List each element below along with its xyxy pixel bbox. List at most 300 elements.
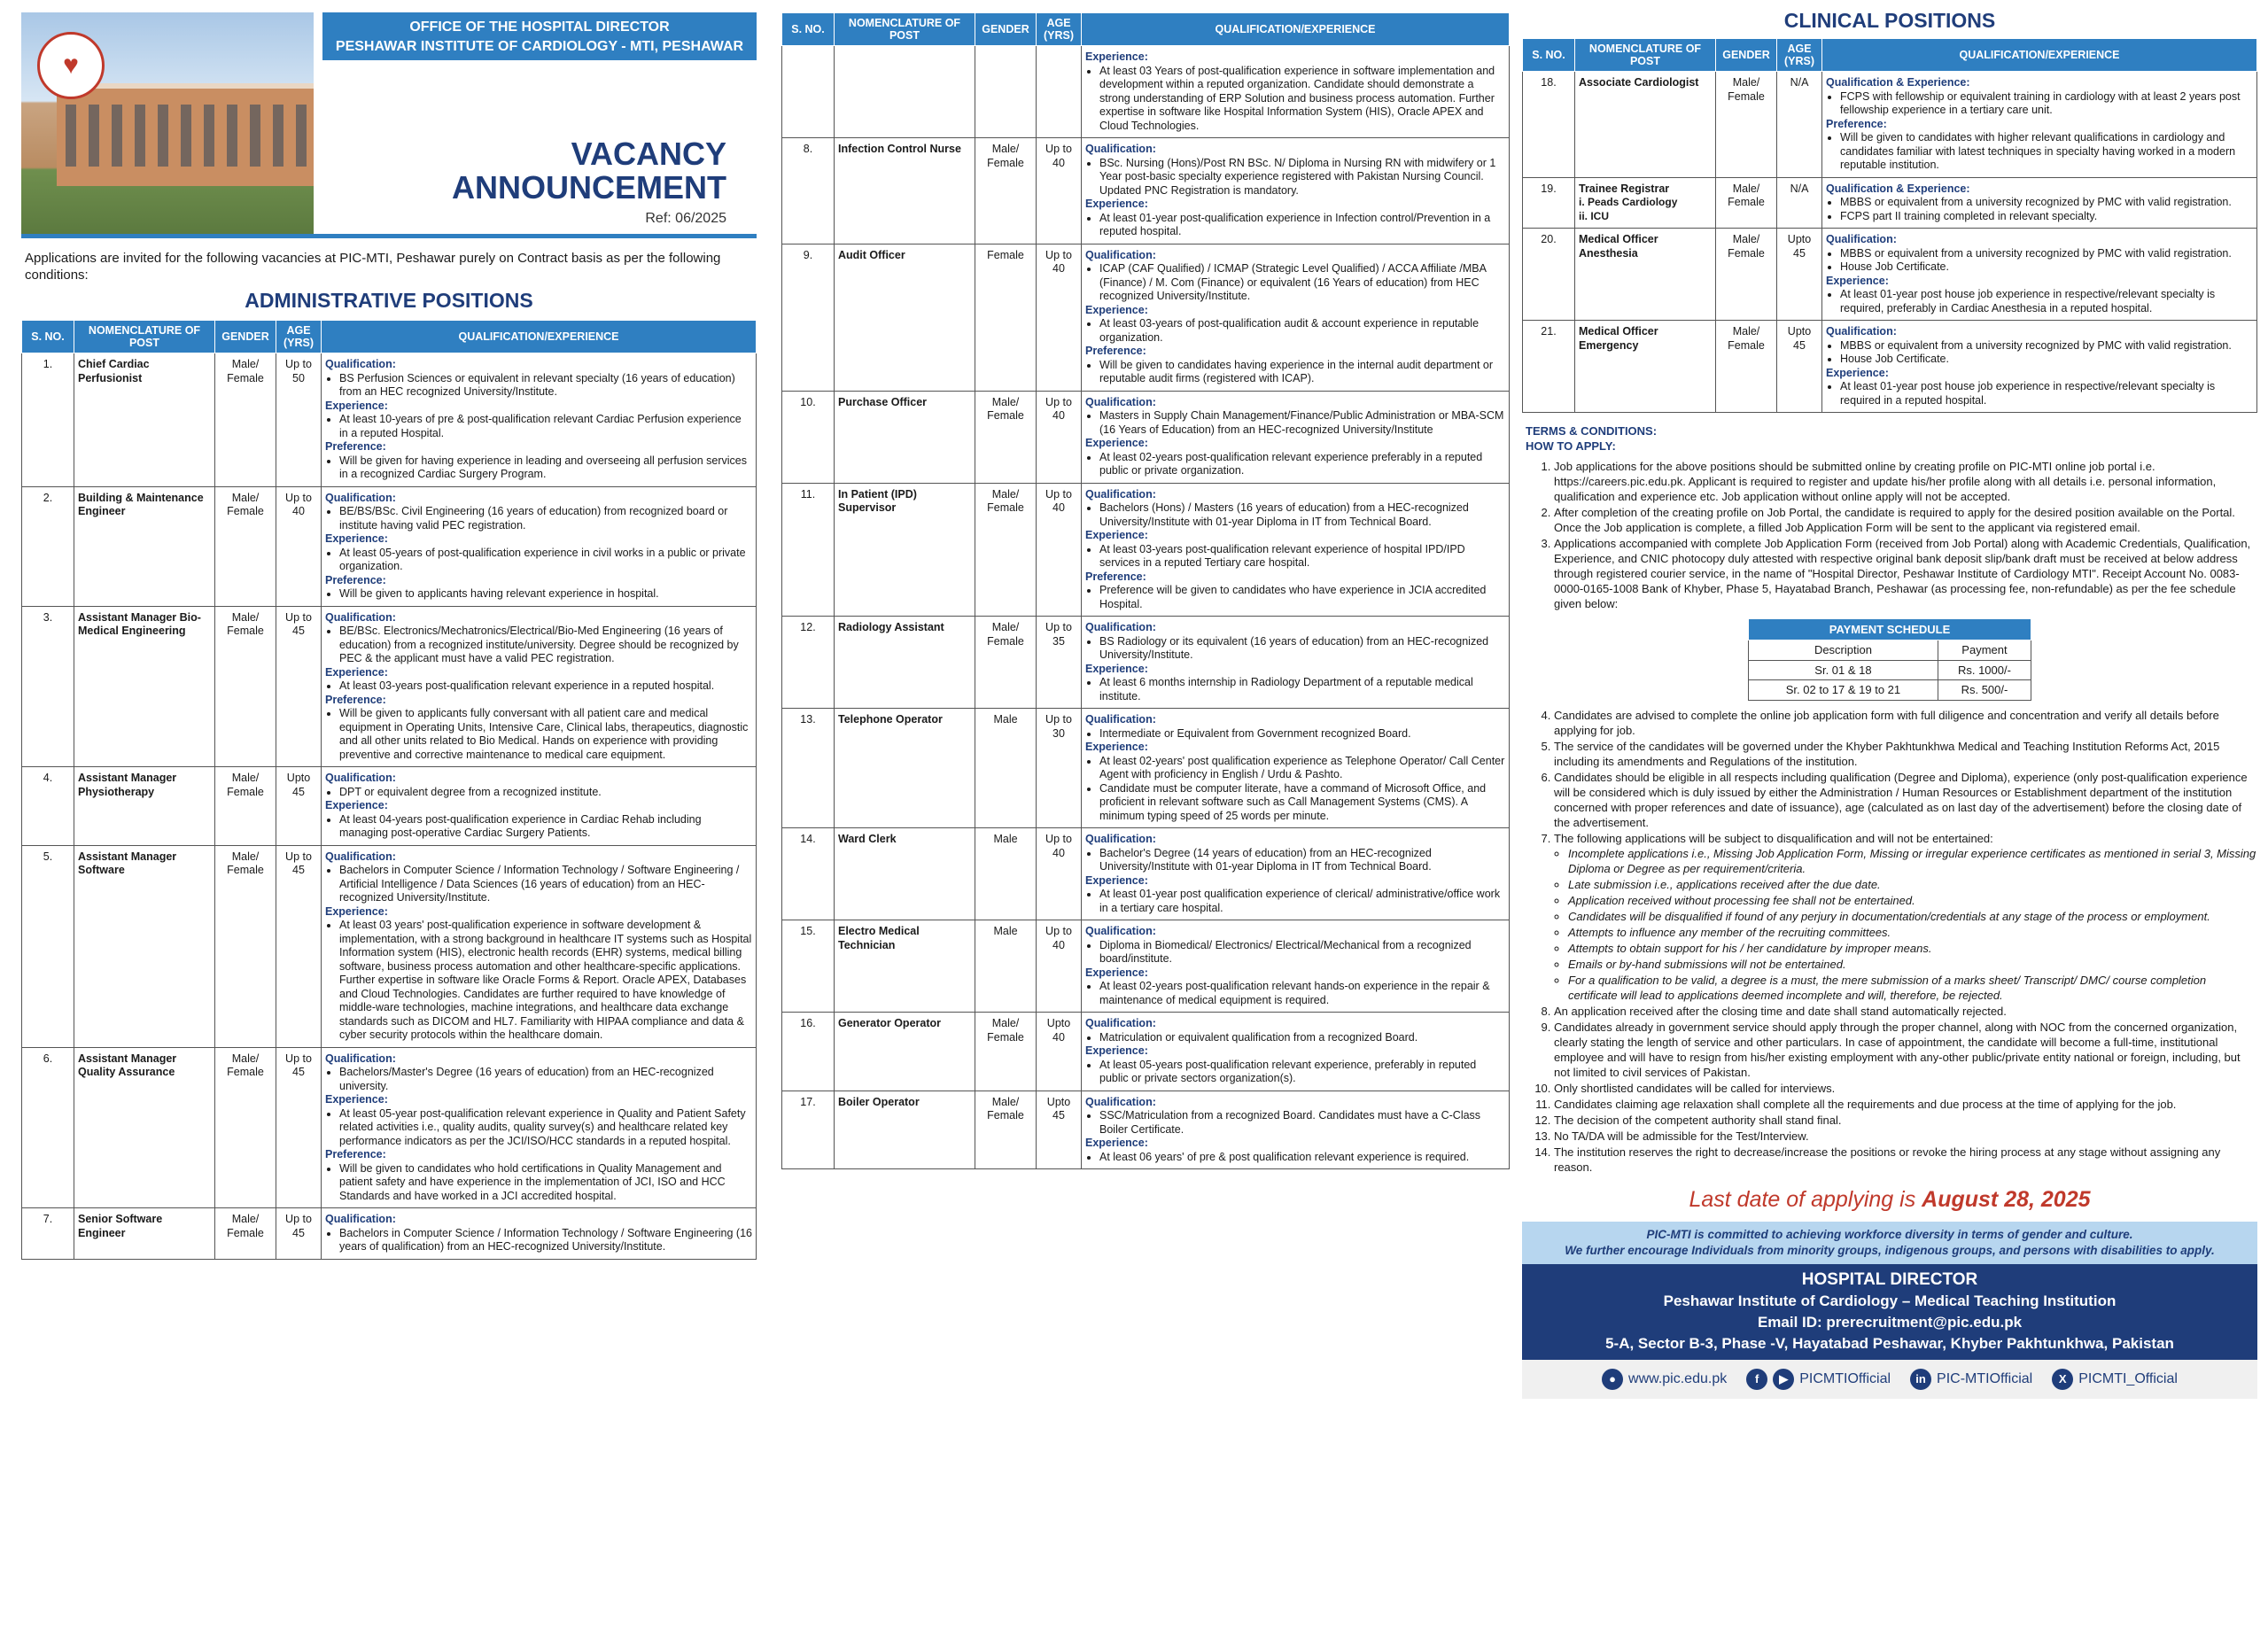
col-qual-header: QUALIFICATION/EXPERIENCE [1082, 13, 1510, 46]
experience-list [1085, 543, 1505, 570]
preference-label: Preference: [1085, 570, 1146, 583]
qualification-label: Qualification: [325, 358, 396, 370]
qualification-cell [1082, 391, 1510, 483]
title-line-2: ANNOUNCEMENT [452, 169, 726, 206]
serial-number: 10. [782, 391, 835, 483]
qualification-label: Qualification: [1085, 925, 1156, 937]
experience-item: • At least 05-years post-qualification relevant experience, preferably in reputed public or private sectors organization(s). [1099, 1059, 1505, 1086]
payment-title: PAYMENT SCHEDULE [1749, 619, 2031, 640]
gender: Male/ Female [975, 483, 1037, 617]
age-limit: Up to 30 [1037, 709, 1082, 828]
qualification-item: • Diploma in Biomedical/ Electronics/ Electrical/Mechanical from a recognized board/institute. [1099, 939, 1505, 966]
qualification-label: Qualification: [1085, 621, 1156, 633]
serial-number: 8. [782, 138, 835, 244]
experience-label: Experience: [1085, 1044, 1148, 1057]
preference-list [1085, 359, 1505, 386]
qualification-item: • Intermediate or Equivalent from Government recognized Board. [1099, 727, 1505, 741]
gender: Male/ Female [215, 767, 276, 846]
post-name: Building & Maintenance Engineer [74, 486, 215, 606]
serial-number: 11. [782, 483, 835, 617]
gender: Male/ Female [1716, 321, 1777, 413]
clinical-table-body [1523, 72, 2257, 413]
table-row [22, 845, 757, 1047]
qualification-cell [1822, 321, 2257, 413]
gender: Male/ Female [975, 391, 1037, 483]
vacancy-title [452, 137, 726, 205]
preference-item: • Preference will be given to candidates who have experience in JCIA accredited Hospital. [1099, 584, 1505, 611]
col-gender-header: GENDER [975, 13, 1037, 46]
gender: Male/ Female [215, 1047, 276, 1208]
gender: Male/ Female [975, 1091, 1037, 1169]
col-gender-header: GENDER [1716, 39, 1777, 72]
gender: Male/ Female [215, 606, 276, 767]
terms-item: 14. The institution reserves the right to decrease/increase the positions or revoke the hiring process at any stage without assigning any reason. [1554, 1145, 2257, 1175]
preference-list [1085, 584, 1505, 611]
gender: Male/ Female [1716, 229, 1777, 321]
building-illustration [57, 83, 314, 186]
admin-section-title: ADMINISTRATIVE POSITIONS [245, 289, 533, 312]
qualification-list [1085, 157, 1505, 198]
terms-list-2 [1522, 708, 2257, 1175]
disqualification-item: ◦ Application received without processing fee shall not be entertained. [1568, 893, 2257, 908]
office-banner [322, 12, 757, 60]
qualification-cell [322, 767, 757, 846]
qualification-label: Qualification: [1085, 248, 1156, 261]
experience-list [1085, 755, 1505, 824]
experience-list [1085, 317, 1505, 345]
footer-email[interactable]: Email ID: prerecruitment@pic.edu.pk [1757, 1313, 2023, 1331]
experience-item: • At least 01-year post-qualification experience in Infection control/Prevention in a reputed hospital. [1099, 212, 1505, 239]
table-row [782, 1013, 1510, 1091]
qual-exp-list [1826, 196, 2253, 223]
col-post-header: NOMENCLATURE OF POST [1575, 39, 1716, 72]
experience-item: • At least 04-years post-qualification experience in Cardiac Rehab including managing post-operative Cardiac Surgery Patients. [339, 813, 752, 841]
experience-label: Experience: [325, 399, 388, 412]
serial-number: 19. [1523, 177, 1575, 229]
qualification-item: • Bachelor's Degree (14 years of education) from an HEC-recognized University/Institute with 01-year Diploma in IT from Technical Board. [1099, 847, 1505, 874]
experience-item: • At least 02-years post-qualification relevant experience preferably in a reputed public or private organization. [1099, 451, 1505, 478]
post-name: Ward Clerk [835, 828, 975, 920]
terms-item: 7. The following applications will be subject to disqualification and will not be entertained: ◦ Incomplete applications i.e., Missing Job Application Form, Missing or irregular experience certificates as mentioned in serial 3, Missing Diploma or Degree as per requirement/criteria. ◦ Late submission i.e., applications received after the due date. ◦ Application received without processing fee shall not be entertained. ◦ Candidates will be disqualified if found of any perjury in documentation/credentials at any stage of the process or employment. ◦ Attempts to influence any member of the recruiting committees. ◦ Attempts to obtain support for his / her candidature by improper means. ◦ Emails or by-hand submissions will not be entertained. ◦ For a qualification to be valid, a degree is a must, the mere submission of a marks sheet/ Transcript/ DMC/ course completion certificate will lead to applications deemed incomplete and will, therefore, be rejected. [1554, 831, 2257, 1003]
qualification-list [325, 864, 752, 905]
preference-list [325, 1162, 752, 1204]
qualification-item: • Bachelors/Master's Degree (16 years of education) from an HEC-recognized university. [339, 1066, 752, 1093]
qualification-label: Qualification: [325, 772, 396, 784]
table-header-row [1523, 39, 2257, 72]
qualification-item: • House Job Certificate. [1840, 353, 2253, 367]
experience-label: Experience: [1085, 529, 1148, 541]
facebook-icon: f [1746, 1369, 1767, 1390]
x-link[interactable] [2052, 1369, 2178, 1390]
age-limit: Up to 45 [276, 606, 322, 767]
table-row [782, 138, 1510, 244]
office-line-1: OFFICE OF THE HOSPITAL DIRECTOR [409, 19, 670, 35]
experience-label: Experience: [325, 1093, 388, 1106]
disqualification-item: ◦ Incomplete applications i.e., Missing Job Application Form, Missing or irregular experience certificates as mentioned in serial 3, Missing Diploma or Degree as per requirement/criteria. [1568, 846, 2257, 876]
experience-item: • Candidate must be computer literate, have a command of Microsoft Office, and proficient in relevant software such as Call Management Systems (CMS). A minimum typing speed of 25 words per minute. [1099, 782, 1505, 824]
qualification-item: • MBBS or equivalent from a university recognized by PMC with valid registration. [1840, 247, 2253, 261]
qualification-cell [322, 1047, 757, 1208]
experience-label: Experience: [325, 904, 388, 918]
serial-number: 17. [782, 1091, 835, 1169]
qualification-list [1085, 1031, 1505, 1045]
column-middle [781, 0, 1510, 1169]
qualification-item: • SSC/Matriculation from a recognized Board. Candidates must have a C-Class Boiler Certificate. [1099, 1109, 1505, 1137]
qualification-cell [322, 606, 757, 767]
table-row [782, 244, 1510, 391]
experience-list [1085, 1151, 1505, 1165]
experience-list [1085, 980, 1505, 1007]
qualification-label: Qualification: [1085, 833, 1156, 845]
experience-list [325, 813, 752, 841]
preference-label: Preference: [325, 573, 386, 586]
qualification-list [1085, 409, 1505, 437]
qualification-list [325, 372, 752, 400]
experience-list [325, 547, 752, 574]
table-row [1523, 177, 2257, 229]
table-row [782, 828, 1510, 920]
experience-item: • At least 01-year post qualification experience of clerical/ administrative/office work in a tertiary care hospital. [1099, 888, 1505, 915]
post-name: In Patient (IPD) Supervisor [835, 483, 975, 617]
qualification-cell [1082, 920, 1510, 1013]
qualification-item: • ICAP (CAF Qualified) / ICMAP (Strategic Level Qualified) / ACCA Affiliate /MBA (Finance) / M. Com (Finance) or equivalent (16 Years of education) from HEC recognized University/Institute. [1099, 262, 1505, 304]
clinical-table [1522, 38, 2257, 413]
post-name: Medical Officer Emergency [1575, 321, 1716, 413]
qualification-list [1085, 635, 1505, 663]
preference-item: • Will be given to candidates with higher relevant qualifications in cardiology and candidates familiar with latest techniques in specialty having worked in a modern reputable institution. [1840, 131, 2253, 173]
table-row [22, 606, 757, 767]
experience-item: • At least 06 years' of pre & post qualification relevant experience is required. [1099, 1151, 1505, 1165]
col-qual-header: QUALIFICATION/EXPERIENCE [322, 321, 757, 353]
disqualification-item: ◦ Attempts to obtain support for his / her candidature by improper means. [1568, 941, 2257, 956]
post-name: Trainee Registrar i. Peads Cardiology ii. ICU [1575, 177, 1716, 229]
qual-exp-label: Qualification & Experience: [1826, 182, 1970, 195]
payment-col-desc: Description [1749, 640, 1938, 661]
experience-list [1085, 1059, 1505, 1086]
gender [975, 46, 1037, 138]
qualification-label: Qualification: [325, 1052, 396, 1065]
table-row [1523, 229, 2257, 321]
website-link[interactable] [1602, 1369, 1727, 1390]
gender: Male [975, 828, 1037, 920]
diversity-line-1: PIC-MTI is committed to achieving workforce diversity in terms of gender and culture. [1646, 1227, 2133, 1241]
qualification-cell [1082, 828, 1510, 920]
header-divider [21, 234, 757, 238]
age-limit: Up to 35 [1037, 617, 1082, 709]
linkedin-link[interactable] [1910, 1369, 2032, 1390]
qualification-cell [1082, 138, 1510, 244]
col-age-header: AGE (YRS) [276, 321, 322, 353]
payment-row-1-amount: Rs. 1000/- [1938, 660, 2031, 680]
qualification-list [325, 1066, 752, 1093]
reference-number: Ref: 06/2025 [645, 211, 726, 226]
experience-item: • At least 03-years post-qualification relevant experience of hospital IPD/IPD services in a reputed Tertiary care hospital. [1099, 543, 1505, 570]
last-date-prefix: Last date of applying is [1689, 1186, 1916, 1212]
preference-list [325, 587, 752, 602]
gender: Male/ Female [215, 353, 276, 487]
qualification-cell [1822, 177, 2257, 229]
linkedin-text: PIC-MTIOfficial [1937, 1370, 2033, 1386]
qualification-cell [1082, 244, 1510, 391]
diversity-line-2: We further encourage Individuals from minority groups, indigenous groups, and persons with disabilities to apply. [1565, 1243, 2215, 1257]
payment-row-1-desc: Sr. 01 & 18 [1749, 660, 1938, 680]
terms-item: 1. Job applications for the above positions should be submitted online by creating profile on PIC-MTI online job portal i.e. https://careers.pic.edu.pk. Applicant is required to register and update his/her profile along with all details i.e. personal information, qualification and experience etc. Job application without online apply will not be accepted. [1554, 459, 2257, 504]
payment-col-amount: Payment [1938, 640, 2031, 661]
post-name: Infection Control Nurse [835, 138, 975, 244]
col-sno-header: S. NO. [1523, 39, 1575, 72]
disqualification-item: ◦ Emails or by-hand submissions will not be entertained. [1568, 957, 2257, 972]
qualification-item: • BSc. Nursing (Hons)/Post RN BSc. N/ Diploma in Nursing RN with midwifery or 1 Year post-basic specialty experience registered with Pakistan Nursing Council. Updated PNC Registration is mandatory. [1099, 157, 1505, 198]
disqualification-item: ◦ For a qualification to be valid, a degree is a must, the mere submission of a marks sheet/ Transcript/ DMC/ course completion certificate will lead to applications deemed incomplete and will, therefore, be rejected. [1568, 973, 2257, 1003]
gender: Female [975, 244, 1037, 391]
website-text: www.pic.edu.pk [1628, 1370, 1728, 1386]
column-left [21, 0, 757, 1260]
col-sno-header: S. NO. [22, 321, 74, 353]
qualification-item: • Masters in Supply Chain Management/Finance/Public Administration or MBA-SCM (16 Years of Education) from an HEC-recognized University/Institute [1099, 409, 1505, 437]
x-icon: X [2052, 1369, 2073, 1390]
age-limit: Up to 40 [1037, 483, 1082, 617]
age-limit: Up to 40 [1037, 138, 1082, 244]
post-name: Telephone Operator [835, 709, 975, 828]
experience-label: Experience: [1085, 198, 1148, 210]
terms-item: 3. Applications accompanied with complete Job Application Form (received from Job Portal) along with Academic Credentials, Qualification, Experience, and CNIC photocopy duly attested with respective original bank deposit slip/bank draft must be received at below address through registered courier service, in the name of "Hospital Director, Peshawar Institute of Cardiology MTI". Receipt Account No. 0083-0000-0165-1008 Bank of Khyber, Phase 5, Hayatabad Branch, Peshawar (as processing fee, non-refundable) as per the fee schedule given below: [1554, 536, 2257, 611]
terms-item: 6. Candidates should be eligible in all respects including qualification (Degree and Diploma), experience (only post-qualification experience will be considered which is duly issued by either the Administration / Human Resources or Establishment department of the institution concerned with proper references and date of issuance), age (calculated as on last day of the advertisement) before the closing date of the advertisement. [1554, 770, 2257, 830]
experience-list [1085, 65, 1505, 134]
disqualification-item: ◦ Late submission i.e., applications received after the due date. [1568, 877, 2257, 892]
payment-schedule [1748, 618, 2031, 701]
footer-contact [1522, 1264, 2257, 1360]
qualification-label: Qualification: [1085, 1095, 1156, 1108]
experience-label: Experience: [1826, 366, 1889, 379]
terms-item: 11. Candidates claiming age relaxation shall complete all the requirements and due process at the time of applying for the job. [1554, 1097, 2257, 1112]
qualification-item: • Bachelors in Computer Science / Information Technology / Software Engineering (16 years of qualification) from an HEC-recognized University/Institute. [339, 1227, 752, 1254]
footer-institution: Peshawar Institute of Cardiology – Medical Teaching Institution [1663, 1292, 2117, 1309]
preference-item: • Will be given for having experience in leading and overseeing all perfusion services in a recognized Cardiac Surgery Program. [339, 454, 752, 482]
age-limit: N/A [1777, 72, 1822, 178]
payment-row-2-amount: Rs. 500/- [1938, 680, 2031, 701]
admin-table [21, 320, 757, 1260]
qualification-cell [1082, 617, 1510, 709]
age-limit: Up to 40 [1037, 828, 1082, 920]
table-row [22, 767, 757, 846]
qualification-list [1826, 247, 2253, 275]
age-limit: Up to 40 [1037, 920, 1082, 1013]
qualification-cell [322, 1208, 757, 1260]
qualification-list [1826, 339, 2253, 367]
qualification-list [325, 625, 752, 666]
qualification-item: • House Job Certificate. [1840, 260, 2253, 275]
how-to-apply-heading: HOW TO APPLY: [1526, 439, 1616, 453]
qualification-cell [322, 845, 757, 1047]
social-links [1522, 1360, 2257, 1399]
disqualification-item: ◦ Attempts to influence any member of the recruiting committees. [1568, 925, 2257, 940]
serial-number: 5. [22, 845, 74, 1047]
post-name: Assistant Manager Software [74, 845, 215, 1047]
post-name: Electro Medical Technician [835, 920, 975, 1013]
table-row [22, 353, 757, 487]
age-limit: Up to 40 [276, 486, 322, 606]
qualification-item: • Bachelors in Computer Science / Information Technology / Software Engineering / Artificial Intelligence / Data Sciences (16 years of education) from an HEC-recognized University/Institute. [339, 864, 752, 905]
serial-number: 12. [782, 617, 835, 709]
qualification-label: Qualification: [325, 850, 396, 863]
qualification-cell [1082, 483, 1510, 617]
qualification-label: Qualification: [1085, 143, 1156, 155]
qualification-label: Qualification: [1826, 325, 1897, 338]
table-row [782, 46, 1510, 138]
linkedin-icon: in [1910, 1369, 1931, 1390]
table-row [1523, 72, 2257, 178]
qualification-label: Qualification: [1085, 395, 1156, 408]
experience-label: Experience: [1085, 741, 1148, 753]
footer-title: HOSPITAL DIRECTOR [1801, 1269, 1978, 1289]
last-date-value: August 28, 2025 [1922, 1186, 2091, 1212]
experience-label: Experience: [325, 532, 388, 545]
qualification-cell [322, 353, 757, 487]
age-limit: Up to 50 [276, 353, 322, 487]
gender: Male/ Female [215, 1208, 276, 1260]
table-row [782, 483, 1510, 617]
post-name: Purchase Officer [835, 391, 975, 483]
experience-item: • At least 01-year post house job experience in respective/relevant specialty is required in a reputed hospital. [1840, 380, 2253, 408]
experience-item: • At least 03 years' post-qualification experience in software development & implementation, with a strong background in healthcare IT systems such as Hospital Information system (HIS), electronic health records (EHR) systems, medical billing software, business process automation and other healthcare-specific applications. Further expertise in software like Oracle Forms & Report. Oracle APEX, Databases and Cloud Technologies. Candidates are further required to have knowledge of middle-ware technologies, machine integrations, and healthcare data exchange standards such as DICOM and HL7. Familiarity with HIPAA compliance and data & cyber security protocols within the healthcare domain. [339, 919, 752, 1043]
experience-list [1085, 676, 1505, 703]
clinical-section-title: CLINICAL POSITIONS [1783, 9, 1996, 32]
qualification-list [1085, 501, 1505, 529]
experience-list [325, 413, 752, 440]
preference-label: Preference: [325, 1148, 386, 1160]
serial-number: 1. [22, 353, 74, 487]
terms-item: 10. Only shortlisted candidates will be called for interviews. [1554, 1081, 2257, 1096]
intro-text: Applications are invited for the following vacancies at PIC-MTI, Peshawar purely on Contract basis as per the following conditions: [25, 251, 721, 283]
experience-list [1826, 380, 2253, 408]
footer-address: 5-A, Sector B-3, Phase -V, Hayatabad Peshawar, Khyber Pakhtunkhwa, Pakistan [1605, 1334, 2174, 1352]
preference-item: • Will be given to candidates who hold certifications in Quality Management and patient safety and have experience in the implementation of JCI, ISO and HCC Standards and have worked in a JCI accredited hospital. [339, 1162, 752, 1204]
age-limit: Upto 40 [1037, 1013, 1082, 1091]
terms-item: 9. Candidates already in government service should apply through the proper channel, along with NOC from the concerned organization, clearly stating the length of service and other particulars. In case of appointment, the candidate will become a full-time, institutional employee and will have to resign from his/her existing employment with any-other public/private entity national or foreign, including, but not limited to civil services of Pakistan. [1554, 1020, 2257, 1080]
age-limit: Up to 45 [276, 1047, 322, 1208]
experience-list [325, 1107, 752, 1149]
col-post-header: NOMENCLATURE OF POST [74, 321, 215, 353]
post-name: Generator Operator [835, 1013, 975, 1091]
terms-item: 2. After completion of the creating profile on Job Portal, the candidate is required to apply for the desired position available on the Portal. Once the Job application is complete, a filled Job Application Form will be sent to the applicant via registered email. [1554, 505, 2257, 535]
qualification-list [1085, 727, 1505, 741]
table-row [22, 1208, 757, 1260]
qualification-list [325, 1227, 752, 1254]
serial-number: 16. [782, 1013, 835, 1091]
experience-label: Experience: [1085, 1137, 1148, 1149]
experience-item: • At least 02-years post-qualification relevant hands-on experience in the repair & maintenance of medical equipment is required. [1099, 980, 1505, 1007]
facebook-text: PICMTIOfficial [1799, 1370, 1891, 1386]
experience-label: Experience: [1826, 274, 1889, 287]
preference-item: • Will be given to applicants fully conversant with all patient care and medical equipment in Operating Units, Intensive Care, Clinical labs, therapeutics, diagnostic and all other units related to Bio Medical. Hands on experience with providing preventive and corrective maintenance to medical care equipment. [339, 707, 752, 762]
facebook-link[interactable] [1746, 1369, 1891, 1390]
qualification-label: Qualification: [325, 491, 396, 504]
gender: Male/ Female [1716, 177, 1777, 229]
terms-title [1526, 423, 2254, 454]
serial-number: 4. [22, 767, 74, 846]
qualification-label: Qualification: [1085, 713, 1156, 726]
post-subitem: ii. ICU [1579, 209, 1610, 222]
qualification-cell [1822, 72, 2257, 178]
experience-item: • At least 03-years post-qualification relevant experience in a reputed hospital. [339, 679, 752, 694]
disqualification-list [1554, 846, 2257, 1003]
qualification-label: Qualification: [325, 1213, 396, 1225]
experience-item: • At least 6 months internship in Radiology Department of a reputable medical institute. [1099, 676, 1505, 703]
qualification-cell [322, 486, 757, 606]
age-limit: Upto 45 [1037, 1091, 1082, 1169]
globe-icon: ● [1602, 1369, 1623, 1390]
experience-item: • At least 01-year post house job experience in respective/relevant specialty is required, preferably in Cardiac Anesthesia in a reputed hospital. [1840, 288, 2253, 315]
preference-label: Preference: [1826, 117, 1887, 130]
hospital-building-photo [21, 12, 314, 234]
table-header-row [22, 321, 757, 353]
col-gender-header: GENDER [215, 321, 276, 353]
serial-number: 15. [782, 920, 835, 1013]
experience-label: Experience: [1085, 437, 1148, 449]
preference-item: • Will be given to candidates having experience in the internal audit department or reputable audit firms (registered with ICAP). [1099, 359, 1505, 386]
col-qual-header: QUALIFICATION/EXPERIENCE [1822, 39, 2257, 72]
x-text: PICMTI_Official [2078, 1370, 2178, 1386]
table-row [22, 1047, 757, 1208]
gender: Male/ Female [975, 1013, 1037, 1091]
table-row [782, 617, 1510, 709]
post-name: Chief Cardiac Perfusionist [74, 353, 215, 487]
qualification-label: Qualification: [1085, 1017, 1156, 1029]
qualification-item: • Bachelors (Hons) / Masters (16 years of education) from a HEC-recognized University/Institute with 01-year Diploma in IT from Technical Board. [1099, 501, 1505, 529]
serial-number: 20. [1523, 229, 1575, 321]
qualification-item: • BE/BSc. Electronics/Mechatronics/Electrical/Bio-Med Engineering (16 years of education) from a recognized institute/university. Degree should be recognized by PEC & the applicant must have a valid PEC registration. [339, 625, 752, 666]
table-header-row [782, 13, 1510, 46]
qualification-item: • Matriculation or equivalent qualification from a recognized Board. [1099, 1031, 1505, 1045]
experience-list [325, 679, 752, 694]
experience-item: • At least 02-years' post qualification experience as Telephone Operator/ Call Center Agent with proficiency in English / Urdu & Pashto. [1099, 755, 1505, 782]
qualification-item: • BS Radiology or its equivalent (16 years of education) from an HEC-recognized University/Institute. [1099, 635, 1505, 663]
disqualification-item: ◦ Candidates will be disqualified if found of any perjury in documentation/credentials at any stage of the process or employment. [1568, 909, 2257, 924]
qualification-cell [1822, 229, 2257, 321]
header [21, 0, 757, 241]
last-date [1522, 1187, 2257, 1213]
qualification-item: • BS Perfusion Sciences or equivalent in relevant specialty (16 years of education) from an HEC recognized University/Institute. [339, 372, 752, 400]
column-right [1522, 0, 2257, 1399]
qualification-cell [1082, 1013, 1510, 1091]
qualification-list [1085, 1109, 1505, 1137]
post-name: Boiler Operator [835, 1091, 975, 1169]
experience-label: Experience: [1085, 873, 1148, 887]
post-name: Audit Officer [835, 244, 975, 391]
qualification-item: • BE/BS/BSc. Civil Engineering (16 years of education) from recognized board or institute having valid PEC registration. [339, 505, 752, 532]
qualification-cell [1082, 709, 1510, 828]
terms-list-1 [1522, 459, 2257, 611]
qualification-cell [1082, 46, 1510, 138]
qualification-cell [1082, 1091, 1510, 1169]
terms-item: 13. No TA/DA will be admissible for the Test/Interview. [1554, 1129, 2257, 1144]
experience-label: Experience: [325, 799, 388, 811]
serial-number [782, 46, 835, 138]
gender: Male [975, 920, 1037, 1013]
qualification-list [1085, 262, 1505, 304]
experience-item: • At least 10-years of pre & post-qualification relevant Cardiac Perfusion experience in a reputed Hospital. [339, 413, 752, 440]
qualification-list [325, 786, 752, 800]
age-limit: N/A [1777, 177, 1822, 229]
qualification-item: • DPT or equivalent degree from a recognized institute. [339, 786, 752, 800]
qual-exp-item: • FCPS with fellowship or equivalent training in cardiology with at least 2 years post fellowship experience in a tertiary care unit. [1840, 90, 2253, 118]
gender: Male/ Female [975, 138, 1037, 244]
post-name: Medical Officer Anesthesia [1575, 229, 1716, 321]
preference-label: Preference: [325, 693, 386, 706]
post-name: Associate Cardiologist [1575, 72, 1716, 178]
preference-item: • Will be given to applicants having relevant experience in hospital. [339, 587, 752, 602]
preference-label: Preference: [325, 440, 386, 453]
